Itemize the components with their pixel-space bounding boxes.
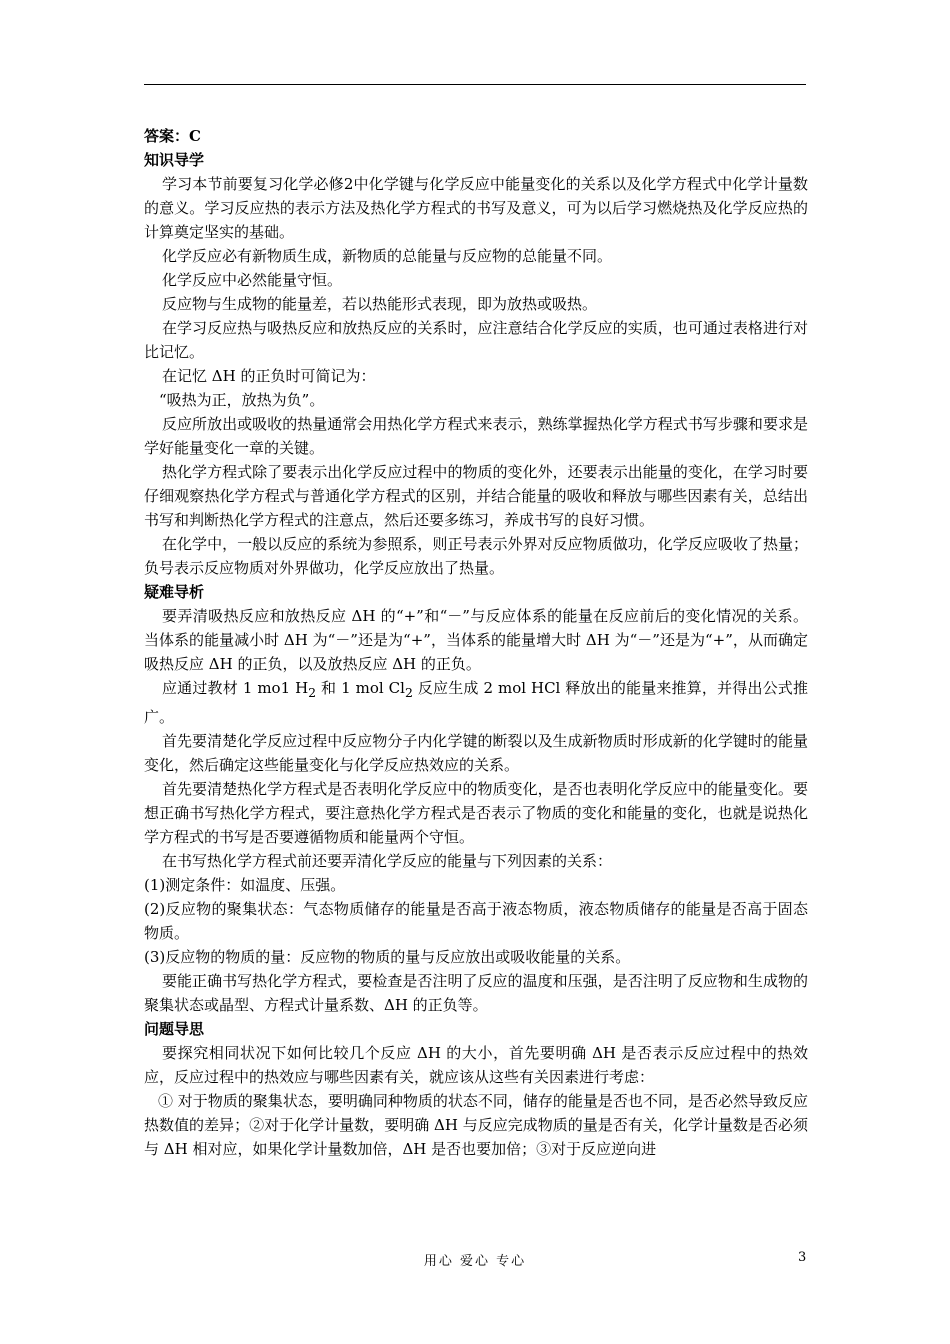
subscript: 2 bbox=[308, 685, 317, 700]
subscript: 2 bbox=[404, 685, 413, 700]
list-item: (2)反应物的聚集状态：气态物质储存的能量是否高于液态物质，液态物质储存的能量是否高于固态物质。 bbox=[144, 900, 808, 942]
paragraph: 化学反应中必然能量守恒。 bbox=[162, 271, 343, 289]
list-item: (1)测定条件：如温度、压强。 bbox=[144, 876, 346, 894]
paragraph: 要弄清吸热反应和放热反应 ΔH 的“+”和“－”与反应体系的能量在反应前后的变化情况的关系。当体系的能量减小时 ΔH 为“－”还是为“+”，当体系的能量增大时 ΔH 为“－”还是为“+”，从而确定吸热反应 ΔH 的正负，以及放热反应 ΔH 的正负。 bbox=[144, 607, 808, 673]
paragraph: 在记忆 ΔH 的正负时可简记为： bbox=[162, 367, 376, 385]
paragraph: 在书写热化学方程式前还要弄清化学反应的能量与下列因素的关系： bbox=[162, 852, 613, 870]
list-item: (3)反应物的物质的量：反应物的物质的量与反应放出或吸收能量的关系。 bbox=[144, 948, 631, 966]
paragraph: ① 对于物质的聚集状态，要明确同种物质的状态不同，储存的能量是否也不同，是否必然导致反应热数值的差异；②对于化学计量数，要明确 ΔH 与反应完成物质的量是否有关，化学计量数是否必须与 ΔH 相对应，如果化学计量数加倍，ΔH 是否也要加倍；③对于反应逆向进 bbox=[144, 1092, 808, 1158]
paragraph: 在化学中，一般以反应的系统为参照系，则正号表示外界对反应物质做功，化学反应吸收了热量；负号表示反应物质对外界做功，化学反应放出了热量。 bbox=[144, 535, 808, 577]
section-heading: 问题导思 bbox=[144, 1020, 205, 1038]
paragraph: 化学反应必有新物质生成，新物质的总能量与反应物的总能量不同。 bbox=[162, 247, 613, 265]
footer-motto: 用心 爱心 专心 bbox=[423, 1254, 527, 1269]
paragraph: 在学习反应热与吸热反应和放热反应的关系时，应注意结合化学反应的实质，也可通过表格进行对比记忆。 bbox=[144, 319, 808, 361]
document-body bbox=[144, 124, 808, 1161]
paragraph: 首先要清楚化学反应过程中反应物分子内化学键的断裂以及生成新物质时形成新的化学键时的能量变化，然后确定这些能量变化与化学反应热效应的关系。 bbox=[144, 732, 808, 774]
text-run: 应通过教材 1 mo1 H bbox=[162, 679, 309, 697]
paragraph: 要能正确书写热化学方程式，要检查是否注明了反应的温度和压强，是否注明了反应物和生成物的聚集状态或晶型、方程式计量系数、ΔH 的正负等。 bbox=[144, 972, 808, 1014]
paragraph: 学习本节前要复习化学必修2中化学键与化学反应中能量变化的关系以及化学方程式中化学计量数的意义。学习反应热的表示方法及热化学方程式的书写及意义，可为以后学习燃烧热及化学反应热的计算奠定坚实的基础。 bbox=[144, 175, 808, 241]
section-heading: 知识导学 bbox=[144, 151, 205, 169]
answer-line: 答案：C bbox=[144, 127, 201, 145]
paragraph: 首先要清楚热化学方程式是否表明化学反应中的物质变化，是否也表明化学反应中的能量变化。要想正确书写热化学方程式，要注意热化学方程式是否表示了物质的变化和能量的变化，也就是说热化学方程式的书写是否要遵循物质和能量两个守恒。 bbox=[144, 780, 808, 846]
paragraph bbox=[144, 676, 808, 729]
text-run: 反应生成 2 mol HCl 释放出的能量来推算，并得出公式推广。 bbox=[144, 679, 808, 726]
paragraph: 热化学方程式除了要表示出化学反应过程中的物质的变化外，还要表示出能量的变化，在学习时要仔细观察热化学方程式与普通化学方程式的区别，并结合能量的吸收和释放与哪些因素有关，总结出书写和判断热化学方程式的注意点，然后还要多练习，养成书写的良好习惯。 bbox=[144, 463, 808, 529]
header-rule bbox=[144, 84, 806, 85]
paragraph: 要探究相同状况下如何比较几个反应 ΔH 的大小，首先要明确 ΔH 是否表示反应过程中的热效应，反应过程中的热效应与哪些因素有关，就应该从这些有关因素进行考虑： bbox=[144, 1044, 808, 1086]
page-number: 3 bbox=[798, 1250, 807, 1265]
text-run: 和 1 mol Cl bbox=[316, 679, 405, 697]
paragraph: 反应所放出或吸收的热量通常会用热化学方程式来表示，熟练掌握热化学方程式书写步骤和要求是学好能量变化一章的关键。 bbox=[144, 415, 808, 457]
paragraph: 反应物与生成物的能量差，若以热能形式表现，即为放热或吸热。 bbox=[162, 295, 598, 313]
paragraph: “吸热为正，放热为负”。 bbox=[159, 391, 325, 409]
section-heading: 疑难导析 bbox=[144, 583, 205, 601]
